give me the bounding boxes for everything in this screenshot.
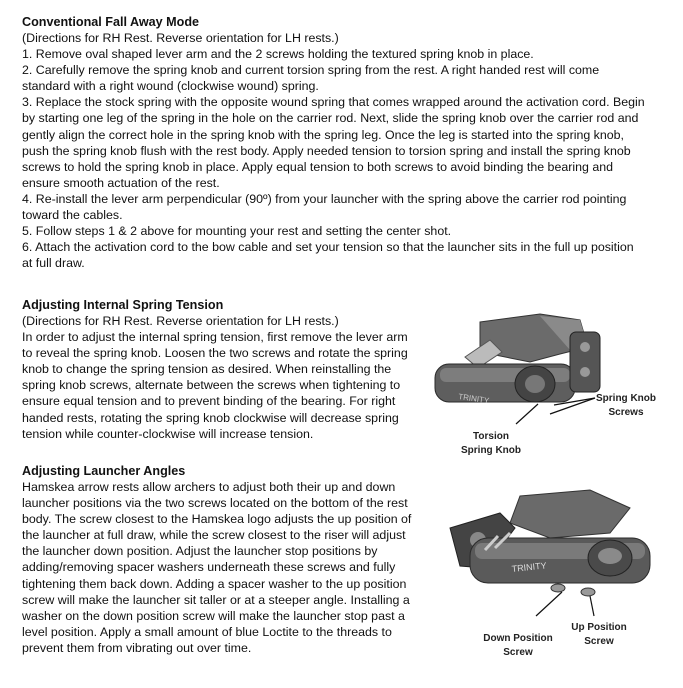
text-line: gently align the correct hole in the spring knob with the spring leg. Once the leg is started into the spring knob, (22, 127, 624, 142)
text-line: body. The screw closest to the Hamskea logo adjusts the up position of (22, 512, 412, 527)
text-line: tension while counter-clockwise will increase tension. (22, 426, 314, 441)
text-line: tightening them back down. Adding a spacer washer to the up position (22, 576, 407, 591)
caption-torsion-spring-knob: Torsion Spring Knob (461, 431, 521, 456)
section-body (22, 30, 662, 271)
text-line: (Directions for RH Rest. Reverse orientation for LH rests.) (22, 31, 339, 45)
text-line: push the spring knob flush with the rest body. Apply needed tension to torsion spring and install the spring knob (22, 143, 631, 158)
text-line: to reveal the spring knob. Loosen the two screws and rotate the spring (22, 346, 408, 361)
text-line: 1. Remove oval shaped lever arm and the 2 screws holding the textured spring knob in place. (22, 47, 534, 62)
text-line: In order to adjust the internal spring tension, first remove the lever arm (22, 330, 408, 345)
text-line: toward the cables. (22, 208, 123, 223)
text-line: (Directions for RH Rest. Reverse orientation for LH rests.) (22, 314, 339, 328)
text-line: spring knob screws, alternate between the screws when tightening to (22, 378, 401, 393)
caption-spring-knob-screws: Spring Knob Screws (596, 393, 656, 418)
text-line: 4. Re-install the lever arm perpendicular (90º) from your launcher with the spring above the carrier rod pointing (22, 191, 627, 206)
text-line: Hamskea arrow rests allow archers to adjust both their up and down (22, 480, 396, 494)
text-line: by starting one leg of the spring in the hole on the carrier rod. Next, slide the spring knob over the carrier rod and (22, 111, 639, 126)
text-line: ensure equal tension and to prevent binding of the bearing. For right (22, 394, 396, 409)
section-heading: Adjusting Launcher Angles (22, 464, 186, 478)
text-line: washer on the down position screw will make the launcher stop past a (22, 608, 405, 623)
section-body (22, 313, 414, 442)
caption-up-position-screw: Up Position Screw (571, 622, 627, 647)
text-line: at full draw. (22, 256, 85, 271)
text-line: level position. Apply a small amount of blue Loctite to the threads to (22, 624, 392, 639)
text-line: the launcher at full draw, while the screw closest to the riser will adjust (22, 528, 406, 543)
text-line: the launcher down position. Adjust the launcher stop positions by (22, 544, 378, 559)
text-line: screw will make the launcher sit taller or at a steeper angle. Installing a (22, 592, 410, 607)
engraving-label: TRINITY (511, 560, 548, 574)
section-body (22, 479, 414, 656)
text-line: 2. Carefully remove the spring knob and current torsion spring from the rest. A right handed rest will come (22, 63, 600, 78)
text-line: adding/removing spacer washers underneath these screws and fully (22, 560, 396, 575)
launcher-angles-figure (440, 488, 675, 618)
text-line: 6. Attach the activation cord to the bow cable and set your tension so that the launcher sits in the full up position (22, 240, 634, 255)
text-line: 3. Replace the stock spring with the opposite wound spring that comes wrapped around the activation cord. Begin (22, 95, 645, 110)
section-internal-spring-tension (22, 297, 414, 442)
section-heading: Adjusting Internal Spring Tension (22, 298, 224, 312)
caption-down-position-screw: Down Position Screw (483, 633, 553, 658)
section-launcher-angles (22, 463, 414, 656)
text-line: handed rests, rotating the spring knob clockwise will decrease spring (22, 410, 399, 425)
section-heading: Conventional Fall Away Mode (22, 15, 200, 29)
text-line: screws to hold the spring knob in place. Apply equal tension to both screws to avoid binding the bearing and (22, 159, 613, 174)
text-line: ensure smooth actuation of the rest. (22, 175, 220, 190)
engraving-label: TRINITY (457, 392, 490, 406)
arrow-rest-bottom-illustration (440, 488, 675, 618)
text-line: knob to change the spring tension as desired. When reinstalling the (22, 362, 392, 377)
text-line: standard with a right wound (clockwise wound) spring. (22, 79, 319, 94)
text-line: prevent them from vibrating out over time. (22, 640, 252, 655)
text-line: 5. Follow steps 1 & 2 above for mounting your rest and setting the center shot. (22, 224, 452, 239)
text-line: launcher positions via the two screws located on the bottom of the rest (22, 496, 408, 511)
section-conventional-fall-away (22, 14, 662, 271)
